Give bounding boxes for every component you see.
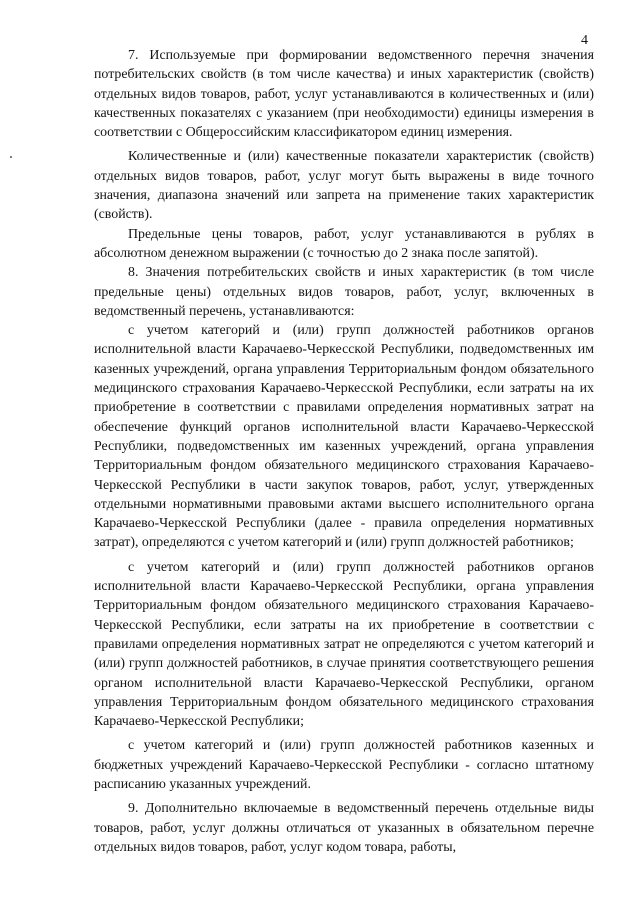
- document-body: [94, 46, 594, 857]
- paragraph-8: 8. Значения потребительских свойств и иных характеристик (в том числе предельные цены) отдельных видов товаров, работ, услуг, включенных в ведомственный перечень, устанавливаются:: [94, 265, 594, 319]
- paragraph-7-indicators: Количественные и (или) качественные показатели характеристик (свойств) отдельных видов товаров, работ, услуг могут быть выражены в виде точного значения, диапазона значений или запрета на применение таких характеристик (свойств).: [94, 149, 594, 223]
- page-number: 4: [581, 33, 588, 48]
- paragraph-9: 9. Дополнительно включаемые в ведомственный перечень отдельные виды товаров, работ, услуг должны отличаться от указанных в обязательном перечне отдельных видов товаров, работ, услуг кодом товара, работы,: [94, 801, 594, 855]
- paragraph-7: 7. Используемые при формировании ведомственного перечня значения потребительских свойств (в том числе качества) и иных характеристик (свойств) отдельных видов товаров, работ, услуг устанавливаются в количественных и (или) качественных показателях с указанием (при необходимости) единицы измерения в соответствии с Общероссийским классификатором единиц измерения.: [94, 48, 594, 141]
- paragraph-8-item-1: с учетом категорий и (или) групп должностей работников органов исполнительной власти Карачаево-Черкесской Республики, подведомственных им казенных учреждений, органа управления Территориальным фондом обязательного медицинского страхования Карачаево-Черкесской Республики, если затраты на их приобретение в соответствии с правилами определения нормативных затрат на обеспечение функций органов исполнительной власти Карачаево-Черкесской Республики, подведомственных им казенных учреждений, органа управления Территориальным фондом обязательного медицинского страхования Карачаево-Черкесской Республики в части закупок товаров, работ, услуг, утвержденных отдельными нормативными правовыми актами высшего исполнительного органа Карачаево-Черкесской Республики (далее - правила определения нормативных затрат), определяются с учетом категорий и (или) групп должностей работников;: [94, 323, 594, 551]
- paragraph-7-prices: Предельные цены товаров, работ, услуг устанавливаются в рублях в абсолютном денежном выражении (с точностью до 2 знака после запятой).: [94, 226, 594, 261]
- paragraph-8-item-2: с учетом категорий и (или) групп должностей работников органов исполнительной власти Карачаево-Черкесской Республики, органа управления Территориальным фондом обязательного медицинского страхования Карачаево-Черкесской Республики, если затраты на их приобретение в соответствии с правилами определения нормативных затрат не определяются с учетом категорий и (или) групп должностей работников, в случае принятия соответствующего решения органом исполнительной власти Карачаево-Черкесской Республики, органом управления Территориальным фондом обязательного медицинского страхования Карачаево-Черкесской Республики;: [94, 559, 594, 730]
- paragraph-8-item-3: с учетом категорий и (или) групп должностей работников казенных и бюджетных учреждений Карачаево-Черкесской Республики - согласно штатному расписанию указанных учреждений.: [94, 738, 594, 792]
- margin-mark: [10, 156, 12, 158]
